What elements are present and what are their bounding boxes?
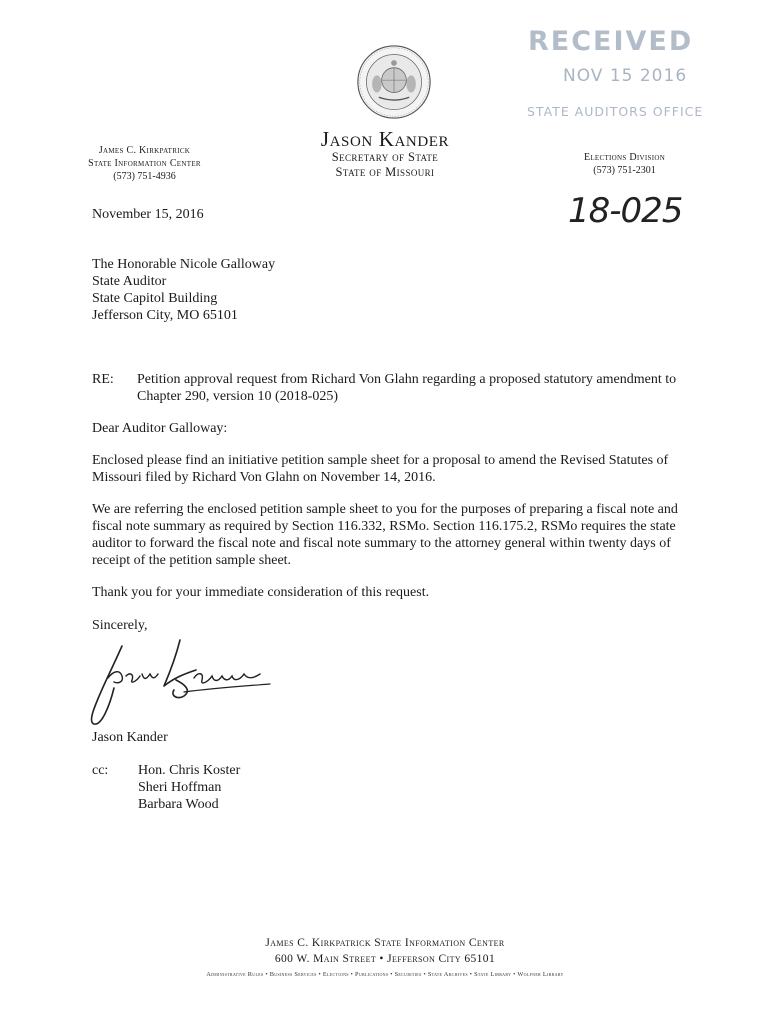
handwritten-signature bbox=[84, 634, 274, 730]
received-stamp: RECEIVED bbox=[528, 26, 694, 57]
re-subject-line: Petition approval request from Richard Von Glahn regarding a proposed statutory amendment to bbox=[137, 372, 677, 387]
left-block-line2: State Information Center bbox=[88, 158, 201, 169]
right-address-block bbox=[562, 151, 687, 177]
footer-street: 600 W. Main Street • Jefferson City 65101 bbox=[274, 953, 496, 965]
re-label: RE: bbox=[92, 372, 114, 387]
paragraph-line: Missouri filed by Richard Von Glahn on November 14, 2016. bbox=[92, 470, 436, 485]
paragraph-line: fiscal note summary as required by Section 116.332, RSMo. Section 116.175.2, RSMo requires the state bbox=[92, 519, 676, 534]
cc-name: Sheri Hoffman bbox=[138, 780, 222, 795]
letter-date: November 15, 2016 bbox=[92, 207, 204, 222]
re-subject bbox=[137, 371, 697, 405]
secretary-title: Secretary of State bbox=[331, 150, 439, 164]
state-seal-icon bbox=[356, 44, 432, 120]
state-name: State of Missouri bbox=[335, 165, 435, 179]
cc-label: cc: bbox=[92, 763, 109, 778]
paragraph-line: Enclosed please find an initiative petition sample sheet for a proposal to amend the Revised Statutes of bbox=[92, 453, 669, 468]
handwritten-file-number: 18-025 bbox=[568, 191, 683, 231]
re-subject-line: Chapter 290, version 10 (2018-025) bbox=[137, 389, 339, 404]
secretary-name: Jason Kander bbox=[320, 127, 450, 151]
received-stamp-date: NOV 15 2016 bbox=[563, 66, 688, 86]
right-block-line1: Elections Division bbox=[583, 152, 666, 163]
left-block-line1: James C. Kirkpatrick bbox=[98, 145, 191, 156]
address-line: The Honorable Nicole Galloway bbox=[92, 257, 276, 272]
received-stamp-office: STATE AUDITORS OFFICE bbox=[527, 104, 704, 119]
body-paragraph bbox=[92, 501, 682, 569]
paragraph-line: receipt of the petition sample sheet. bbox=[92, 553, 292, 568]
body-paragraph bbox=[92, 584, 682, 601]
paragraph-line: We are referring the enclosed petition sample sheet to you for the purposes of preparing a fiscal note and bbox=[92, 502, 678, 517]
signer-name: Jason Kander bbox=[92, 730, 168, 745]
left-address-block bbox=[62, 144, 227, 183]
address-line: Jefferson City, MO 65101 bbox=[92, 308, 238, 323]
closing: Sincerely, bbox=[92, 618, 148, 633]
paragraph-line: Thank you for your immediate consideration of this request. bbox=[92, 585, 430, 600]
paragraph-line: auditor to forward the fiscal note and fiscal note summary to the attorney general within twenty days of bbox=[92, 536, 671, 551]
footer-building: James C. Kirkpatrick State Information Center bbox=[265, 937, 505, 949]
body-paragraph bbox=[92, 452, 682, 486]
address-line: State Capitol Building bbox=[92, 291, 218, 306]
cc-name: Barbara Wood bbox=[138, 797, 219, 812]
left-block-phone: (573) 751-4936 bbox=[113, 171, 176, 182]
inside-address bbox=[92, 256, 275, 324]
cc-list bbox=[138, 762, 240, 813]
right-block-phone: (573) 751-2301 bbox=[593, 165, 656, 176]
address-line: State Auditor bbox=[92, 274, 167, 289]
footer-divisions: Administrative Rules • Business Services • Elections • Publications • Securities • State Archives • State Library • Wolfner Library bbox=[206, 971, 564, 978]
cc-name: Hon. Chris Koster bbox=[138, 763, 241, 778]
salutation: Dear Auditor Galloway: bbox=[92, 421, 228, 436]
